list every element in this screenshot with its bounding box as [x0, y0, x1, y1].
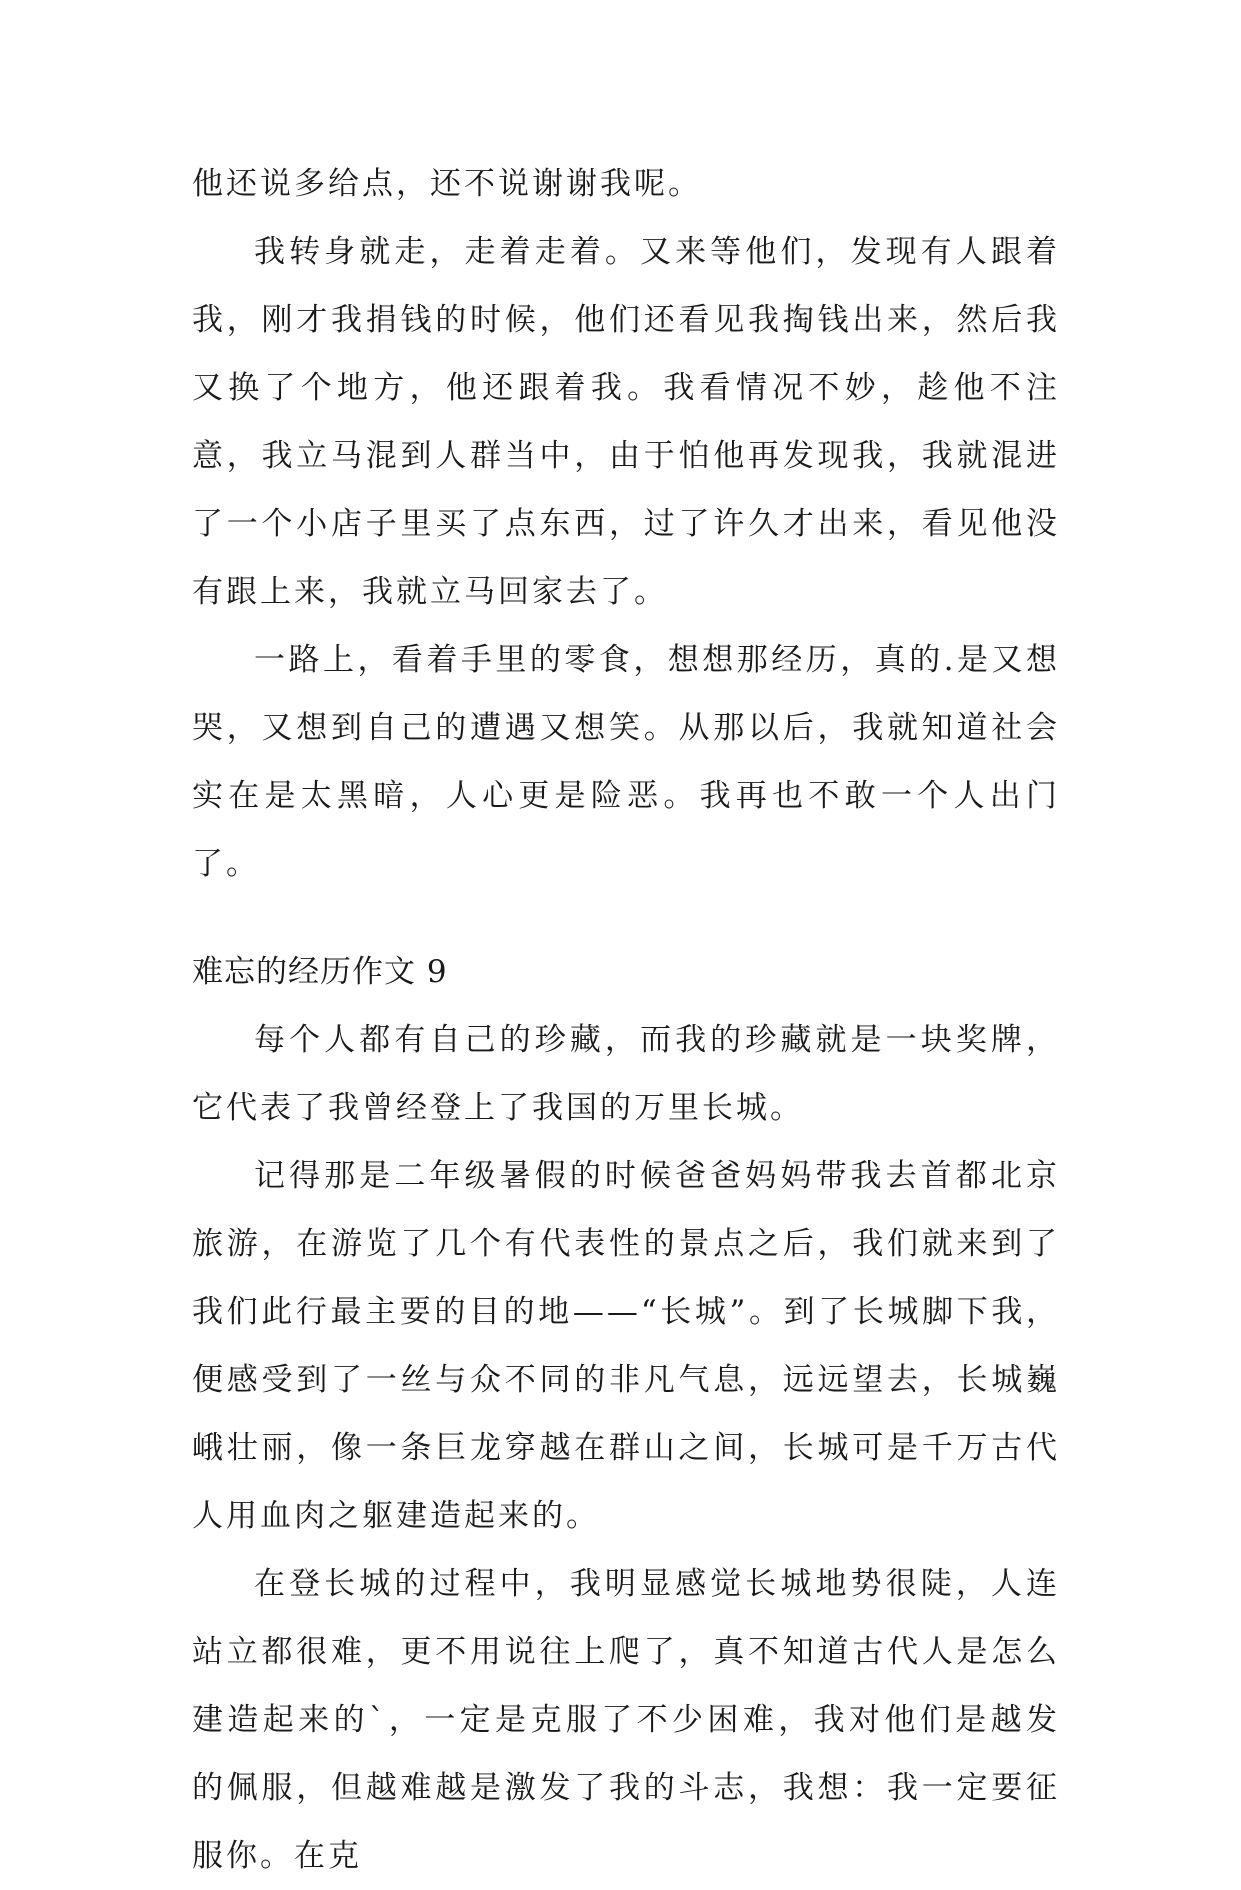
paragraph: 他还说多给点，还不说谢谢我呢。 [192, 166, 702, 202]
paragraph: 在登长城的过程中，我明显感觉长城地势很陡，人连站立都很难，更不用说往上爬了，真不知道古代人是怎么建造起来的`，一定是克服了不少困难，我对他们是越发的佩服，但越难越是激发了我的斗志，我想：我一定要征服你。在克 [192, 1566, 1060, 1874]
section-heading: 难忘的经历作文 9 [192, 954, 448, 990]
paragraph: 我转身就走，走着走着。又来等他们，发现有人跟着我，刚才我捐钱的时候，他们还看见我掏钱出来，然后我又换了个地方，他还跟着我。我看情况不妙，趁他不注意，我立马混到人群当中，由于怕他再发现我，我就混进了一个小店子里买了点东西，过了许久才出来，看见他没有跟上来，我就立马回家去了。 [192, 234, 1060, 610]
paragraph: 记得那是二年级暑假的时候爸爸妈妈带我去首都北京旅游，在游览了几个有代表性的景点之后，我们就来到了我们此行最主要的目的地——“长城”。到了长城脚下我，便感受到了一丝与众不同的非凡气息，远远望去，长城巍峨壮丽，像一条巨龙穿越在群山之间，长城可是千万古代人用血肉之躯建造起来的。 [192, 1158, 1060, 1534]
paragraph: 每个人都有自己的珍藏，而我的珍藏就是一块奖牌，它代表了我曾经登上了我国的万里长城。 [192, 1022, 1060, 1126]
document-body [192, 150, 1060, 1890]
paragraph: 一路上，看着手里的零食，想想那经历，真的.是又想哭，又想到自己的遭遇又想笑。从那以后，我就知道社会实在是太黑暗，人心更是险恶。我再也不敢一个人出门了。 [192, 642, 1060, 882]
